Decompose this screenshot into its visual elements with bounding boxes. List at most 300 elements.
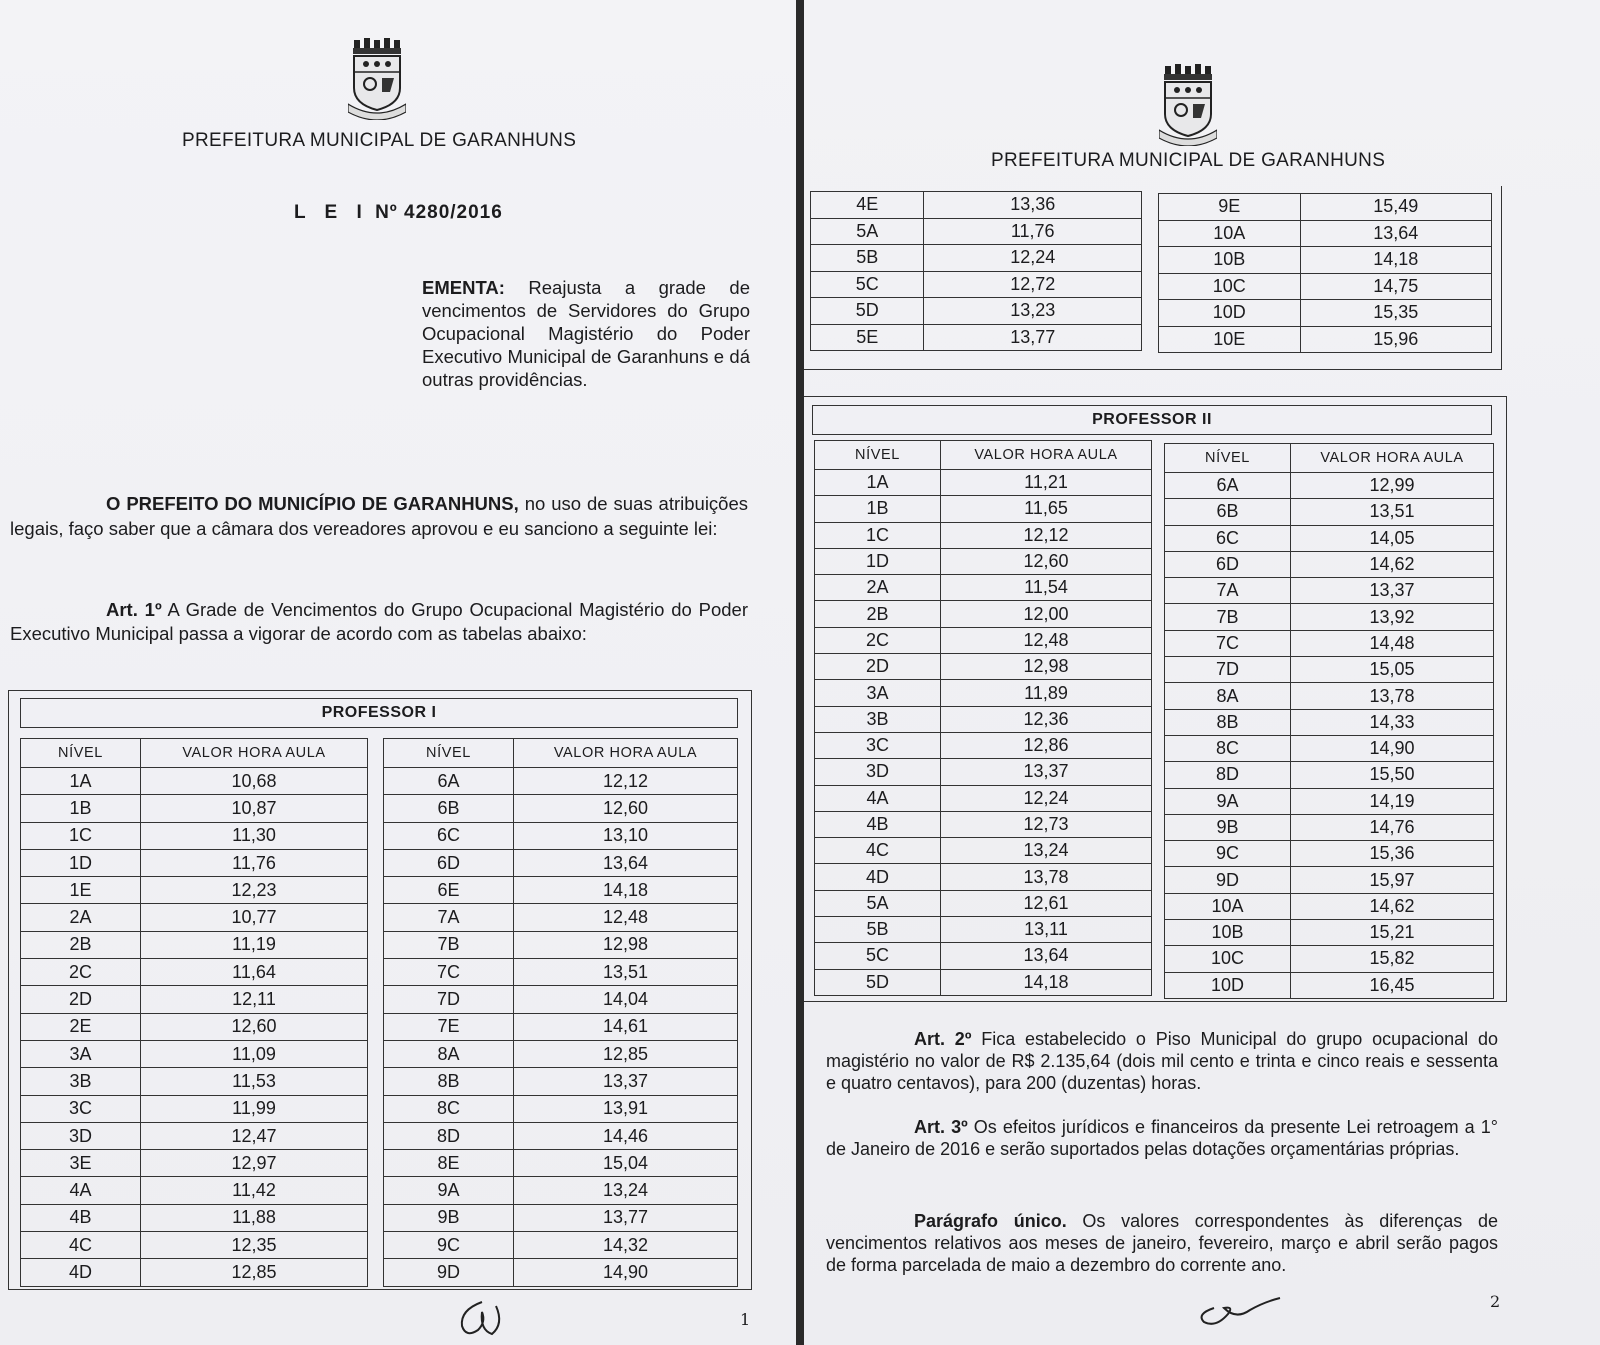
table-row [1165, 788, 1494, 814]
cell-nivel: 5D [811, 298, 924, 325]
table-caption: PROFESSOR I [20, 698, 738, 728]
cell-nivel: 5C [811, 271, 924, 298]
cell-nivel: 9D [384, 1259, 514, 1286]
cell-valor-hora-aula: 15,36 [1291, 841, 1494, 867]
article-2-text: Fica estabelecido o Piso Municipal do grupo ocupacional do magistério no valor de R$ 2.135,64 (dois mil cento e trinta e cinco reais e sessenta e quatro centavos), para 200 (duzentas) horas. [826, 1029, 1498, 1093]
cell-valor-hora-aula: 14,04 [514, 986, 738, 1013]
cell-valor-hora-aula: 14,05 [1291, 525, 1494, 551]
cell-valor-hora-aula: 12,12 [941, 522, 1152, 548]
cell-nivel: 2A [21, 904, 141, 931]
cell-nivel: 5D [815, 969, 941, 995]
cell-nivel: 8B [1165, 709, 1291, 735]
table-row [21, 1177, 368, 1204]
table-row [384, 795, 738, 822]
table-row [1165, 867, 1494, 893]
table-row [21, 1095, 368, 1122]
cell-valor-hora-aula: 13,37 [514, 1068, 738, 1095]
table-row [384, 1259, 738, 1286]
cell-valor-hora-aula: 13,24 [514, 1177, 738, 1204]
ementa-label: EMENTA: [422, 277, 505, 298]
cell-valor-hora-aula: 14,18 [514, 877, 738, 904]
table-row [384, 959, 738, 986]
cell-nivel: 6D [384, 849, 514, 876]
cell-nivel: 4B [815, 811, 941, 837]
table-row [815, 943, 1152, 969]
table-row [21, 849, 368, 876]
cell-valor-hora-aula: 12,98 [941, 654, 1152, 680]
cell-nivel: 5A [811, 218, 924, 245]
table-row [21, 1150, 368, 1177]
table-row [1165, 762, 1494, 788]
cell-nivel: 1E [21, 877, 141, 904]
cell-nivel: 3A [815, 680, 941, 706]
article-3-label: Art. 3º [914, 1117, 968, 1137]
cell-nivel: 6C [384, 822, 514, 849]
table-row [1165, 578, 1494, 604]
cell-valor-hora-aula: 13,51 [1291, 499, 1494, 525]
cell-valor-hora-aula: 12,23 [141, 877, 368, 904]
cell-nivel: 6A [1165, 473, 1291, 499]
cell-valor-hora-aula: 13,36 [924, 192, 1142, 219]
cell-valor-hora-aula: 12,00 [941, 601, 1152, 627]
cell-valor-hora-aula: 14,48 [1291, 630, 1494, 656]
cell-valor-hora-aula: 12,35 [141, 1232, 368, 1259]
table-row [384, 1150, 738, 1177]
table-row [384, 1013, 738, 1040]
coat-of-arms-icon [348, 38, 406, 120]
column-header-valor: VALOR HORA AULA [1291, 444, 1494, 473]
signature-initials-icon [1194, 1296, 1284, 1330]
cell-nivel: 10D [1159, 300, 1301, 327]
cell-nivel: 9B [384, 1204, 514, 1231]
table-row [815, 627, 1152, 653]
cell-nivel: 6C [1165, 525, 1291, 551]
table-row [384, 768, 738, 795]
cell-valor-hora-aula: 14,18 [941, 969, 1152, 995]
cell-valor-hora-aula: 15,35 [1300, 300, 1491, 327]
cell-nivel: 1B [21, 795, 141, 822]
cell-valor-hora-aula: 14,90 [1291, 735, 1494, 761]
cell-nivel: 1A [815, 470, 941, 496]
table-row [1165, 499, 1494, 525]
table-row [815, 890, 1152, 916]
law-number: Nº 4280/2016 [375, 202, 503, 223]
cell-nivel: 2B [815, 601, 941, 627]
table-row [21, 959, 368, 986]
column-header-nivel: NÍVEL [384, 739, 514, 768]
table-row [1165, 551, 1494, 577]
cell-nivel: 9D [1165, 867, 1291, 893]
table-row [21, 1040, 368, 1067]
cell-nivel: 3D [815, 759, 941, 785]
cell-valor-hora-aula: 15,96 [1300, 326, 1491, 353]
cell-nivel: 3A [21, 1040, 141, 1067]
cell-valor-hora-aula: 11,54 [941, 575, 1152, 601]
table-row [1165, 709, 1494, 735]
cell-valor-hora-aula: 14,18 [1300, 247, 1491, 274]
cell-valor-hora-aula: 12,99 [1291, 473, 1494, 499]
table-row [1165, 473, 1494, 499]
cell-valor-hora-aula: 15,82 [1291, 946, 1494, 972]
table-row [1165, 972, 1494, 998]
table-row [1159, 194, 1492, 221]
cell-valor-hora-aula: 12,47 [141, 1122, 368, 1149]
cell-valor-hora-aula: 12,60 [514, 795, 738, 822]
cell-valor-hora-aula: 13,77 [924, 324, 1142, 351]
cell-valor-hora-aula: 14,76 [1291, 814, 1494, 840]
ementa-text: Reajusta a grade de vencimentos de Servidores do Grupo Ocupacional Magistério do Poder Executivo Municipal de Garanhuns e dá outras providências. [422, 277, 751, 390]
cell-valor-hora-aula: 14,61 [514, 1013, 738, 1040]
table-row [811, 218, 1142, 245]
column-header-valor: VALOR HORA AULA [941, 441, 1152, 470]
table-row [384, 849, 738, 876]
cell-valor-hora-aula: 11,64 [141, 959, 368, 986]
cell-valor-hora-aula: 13,37 [941, 759, 1152, 785]
cell-valor-hora-aula: 12,60 [941, 548, 1152, 574]
cell-nivel: 8C [1165, 735, 1291, 761]
table-row [384, 1204, 738, 1231]
cell-valor-hora-aula: 11,09 [141, 1040, 368, 1067]
cell-valor-hora-aula: 13,11 [941, 917, 1152, 943]
cell-valor-hora-aula: 11,99 [141, 1095, 368, 1122]
table-row [384, 1068, 738, 1095]
cell-nivel: 7C [384, 959, 514, 986]
cell-nivel: 3C [21, 1095, 141, 1122]
cell-valor-hora-aula: 15,05 [1291, 657, 1494, 683]
table-row [815, 759, 1152, 785]
table-row [1165, 841, 1494, 867]
cell-nivel: 4C [815, 838, 941, 864]
law-title-prefix: L E I [294, 202, 369, 223]
table-row [21, 1259, 368, 1286]
cell-valor-hora-aula: 16,45 [1291, 972, 1494, 998]
cell-nivel: 5C [815, 943, 941, 969]
cell-nivel: 4E [811, 192, 924, 219]
cell-nivel: 7A [1165, 578, 1291, 604]
table-row [384, 1122, 738, 1149]
cell-valor-hora-aula: 15,04 [514, 1150, 738, 1177]
table-row [815, 917, 1152, 943]
cell-valor-hora-aula: 12,85 [514, 1040, 738, 1067]
cell-nivel: 8D [1165, 762, 1291, 788]
table-row [811, 324, 1142, 351]
cell-nivel: 9C [1165, 841, 1291, 867]
table-row [384, 877, 738, 904]
cell-valor-hora-aula: 14,46 [514, 1122, 738, 1149]
table-row [21, 931, 368, 958]
cell-nivel: 2E [21, 1013, 141, 1040]
cell-nivel: 3B [815, 706, 941, 732]
cell-valor-hora-aula: 11,42 [141, 1177, 368, 1204]
cell-nivel: 9A [384, 1177, 514, 1204]
column-header-valor: VALOR HORA AULA [514, 739, 738, 768]
table-row [1159, 247, 1492, 274]
cell-nivel: 5B [811, 245, 924, 272]
table-row [815, 785, 1152, 811]
cell-nivel: 4D [21, 1259, 141, 1286]
cell-nivel: 5E [811, 324, 924, 351]
table-row [1165, 630, 1494, 656]
salary-table-left [814, 440, 1152, 996]
table-row [21, 1122, 368, 1149]
page-number: 2 [1490, 1292, 1501, 1311]
cell-valor-hora-aula: 14,75 [1300, 273, 1491, 300]
cell-nivel: 2D [21, 986, 141, 1013]
cell-nivel: 2D [815, 654, 941, 680]
table-row [815, 864, 1152, 890]
table-row [384, 1040, 738, 1067]
cell-valor-hora-aula: 11,53 [141, 1068, 368, 1095]
table-row [815, 496, 1152, 522]
table-row [384, 822, 738, 849]
cell-valor-hora-aula: 13,92 [1291, 604, 1494, 630]
cell-nivel: 5B [815, 917, 941, 943]
preamble-text: no uso de suas atribuições legais, faço saber que a câmara dos vereadores aprovou e eu sanciono a seguinte lei: [10, 493, 749, 539]
cell-nivel: 8B [384, 1068, 514, 1095]
cell-valor-hora-aula: 12,48 [514, 904, 738, 931]
page-header-title: PREFEITURA MUNICIPAL DE GARANHUNS [991, 150, 1386, 171]
article-3 [826, 1116, 1498, 1160]
table-row [815, 575, 1152, 601]
table-row [384, 931, 738, 958]
table-row [811, 271, 1142, 298]
paragrafo-unico [826, 1210, 1498, 1276]
ementa [422, 276, 750, 391]
table-row [815, 706, 1152, 732]
cell-valor-hora-aula: 11,65 [941, 496, 1152, 522]
cell-valor-hora-aula: 12,97 [141, 1150, 368, 1177]
cell-nivel: 10B [1159, 247, 1301, 274]
cell-valor-hora-aula: 10,87 [141, 795, 368, 822]
table-row [815, 680, 1152, 706]
table-row [815, 470, 1152, 496]
table-row [384, 986, 738, 1013]
table-row [815, 522, 1152, 548]
table-row [811, 192, 1142, 219]
document-page-1 [0, 0, 796, 1345]
cell-valor-hora-aula: 12,48 [941, 627, 1152, 653]
cell-valor-hora-aula: 11,21 [941, 470, 1152, 496]
cell-valor-hora-aula: 13,51 [514, 959, 738, 986]
cell-valor-hora-aula: 14,33 [1291, 709, 1494, 735]
table-row [1165, 814, 1494, 840]
cell-nivel: 6A [384, 768, 514, 795]
cell-nivel: 8C [384, 1095, 514, 1122]
cell-nivel: 10A [1165, 893, 1291, 919]
paragrafo-unico-label: Parágrafo único. [914, 1211, 1067, 1231]
cell-valor-hora-aula: 12,24 [924, 245, 1142, 272]
table-row [1165, 683, 1494, 709]
cell-nivel: 1D [21, 849, 141, 876]
cell-nivel: 3E [21, 1150, 141, 1177]
table-row [21, 986, 368, 1013]
column-header-nivel: NÍVEL [815, 441, 941, 470]
cell-nivel: 2C [21, 959, 141, 986]
table-row [21, 1232, 368, 1259]
continuation-table-left [810, 191, 1142, 351]
cell-nivel: 1C [815, 522, 941, 548]
table-row [1159, 273, 1492, 300]
cell-nivel: 4A [21, 1177, 141, 1204]
page-header-title: PREFEITURA MUNICIPAL DE GARANHUNS [182, 130, 577, 151]
cell-nivel: 10C [1165, 946, 1291, 972]
cell-nivel: 1B [815, 496, 941, 522]
cell-nivel: 10C [1159, 273, 1301, 300]
cell-valor-hora-aula: 13,78 [1291, 683, 1494, 709]
cell-nivel: 6E [384, 877, 514, 904]
cell-nivel: 8D [384, 1122, 514, 1149]
article-3-text: Os efeitos jurídicos e financeiros da presente Lei retroagem a 1° de Janeiro de 2016 e serão suportados pelas dotações orçamentárias próprias. [826, 1117, 1498, 1159]
table-row [815, 548, 1152, 574]
table-row [815, 732, 1152, 758]
table-row [815, 654, 1152, 680]
table-row [1159, 326, 1492, 353]
article-1-text: A Grade de Vencimentos do Grupo Ocupacional Magistério do Poder Executivo Municipal passa a vigorar de acordo com as tabelas abaixo: [10, 599, 748, 644]
table-row [384, 1177, 738, 1204]
cell-nivel: 9A [1165, 788, 1291, 814]
cell-nivel: 10E [1159, 326, 1301, 353]
table-row [21, 877, 368, 904]
cell-valor-hora-aula: 14,62 [1291, 551, 1494, 577]
cell-nivel: 8A [384, 1040, 514, 1067]
table-row [815, 838, 1152, 864]
table-row [1165, 735, 1494, 761]
cell-nivel: 9B [1165, 814, 1291, 840]
table-row [21, 1013, 368, 1040]
cell-valor-hora-aula: 14,19 [1291, 788, 1494, 814]
cell-nivel: 4D [815, 864, 941, 890]
table-caption: PROFESSOR II [812, 405, 1492, 435]
preamble [10, 491, 748, 541]
cell-valor-hora-aula: 13,91 [514, 1095, 738, 1122]
continuation-table-right [1158, 193, 1492, 353]
table-row [1165, 604, 1494, 630]
cell-valor-hora-aula: 13,78 [941, 864, 1152, 890]
cell-valor-hora-aula: 13,77 [514, 1204, 738, 1231]
signature-initials-icon [452, 1296, 512, 1340]
cell-valor-hora-aula: 11,30 [141, 822, 368, 849]
cell-valor-hora-aula: 12,60 [141, 1013, 368, 1040]
cell-nivel: 9C [384, 1232, 514, 1259]
table-row [1159, 300, 1492, 327]
cell-nivel: 5A [815, 890, 941, 916]
cell-valor-hora-aula: 13,37 [1291, 578, 1494, 604]
table-row [21, 904, 368, 931]
cell-nivel: 4B [21, 1204, 141, 1231]
cell-valor-hora-aula: 13,64 [1300, 220, 1491, 247]
table-row [384, 1095, 738, 1122]
cell-nivel: 9E [1159, 194, 1301, 221]
cell-nivel: 1D [815, 548, 941, 574]
cell-nivel: 10A [1159, 220, 1301, 247]
paragrafo-unico-text: Os valores correspondentes às diferenças de vencimentos relativos aos meses de janeiro, fevereiro, março e abril serão pagos de forma parcelada de maio a dezembro do corrente ano. [826, 1211, 1498, 1275]
cell-nivel: 7B [384, 931, 514, 958]
cell-nivel: 7C [1165, 630, 1291, 656]
cell-nivel: 7D [1165, 657, 1291, 683]
column-header-nivel: NÍVEL [1165, 444, 1291, 473]
cell-valor-hora-aula: 12,85 [141, 1259, 368, 1286]
salary-table-left [20, 738, 368, 1287]
cell-valor-hora-aula: 12,86 [941, 732, 1152, 758]
cell-nivel: 3B [21, 1068, 141, 1095]
cell-valor-hora-aula: 12,36 [941, 706, 1152, 732]
cell-valor-hora-aula: 14,32 [514, 1232, 738, 1259]
cell-valor-hora-aula: 10,77 [141, 904, 368, 931]
cell-nivel: 7B [1165, 604, 1291, 630]
cell-nivel: 2C [815, 627, 941, 653]
cell-valor-hora-aula: 11,88 [141, 1204, 368, 1231]
cell-valor-hora-aula: 12,72 [924, 271, 1142, 298]
table-row [21, 768, 368, 795]
preamble-bold: O PREFEITO DO MUNICÍPIO DE GARANHUNS, [106, 493, 519, 514]
article-2 [826, 1028, 1498, 1094]
coat-of-arms-icon [1159, 64, 1217, 146]
cell-valor-hora-aula: 10,68 [141, 768, 368, 795]
cell-valor-hora-aula: 12,98 [514, 931, 738, 958]
document-page-2 [804, 0, 1600, 1345]
cell-nivel: 1C [21, 822, 141, 849]
table-row [1165, 657, 1494, 683]
cell-nivel: 7A [384, 904, 514, 931]
cell-nivel: 3C [815, 732, 941, 758]
cell-nivel: 2B [21, 931, 141, 958]
cell-valor-hora-aula: 12,11 [141, 986, 368, 1013]
cell-nivel: 8E [384, 1150, 514, 1177]
cell-nivel: 10B [1165, 920, 1291, 946]
table-row [21, 1204, 368, 1231]
cell-valor-hora-aula: 11,76 [141, 849, 368, 876]
cell-valor-hora-aula: 15,21 [1291, 920, 1494, 946]
table-row [815, 601, 1152, 627]
cell-valor-hora-aula: 13,24 [941, 838, 1152, 864]
cell-valor-hora-aula: 12,61 [941, 890, 1152, 916]
cell-nivel: 1A [21, 768, 141, 795]
cell-valor-hora-aula: 11,89 [941, 680, 1152, 706]
column-header-valor: VALOR HORA AULA [141, 739, 368, 768]
cell-nivel: 6D [1165, 551, 1291, 577]
table-row [1165, 893, 1494, 919]
cell-valor-hora-aula: 13,64 [514, 849, 738, 876]
article-1-label: Art. 1º [106, 599, 162, 620]
table-row [1165, 946, 1494, 972]
cell-nivel: 4A [815, 785, 941, 811]
cell-valor-hora-aula: 15,49 [1300, 194, 1491, 221]
cell-valor-hora-aula: 12,24 [941, 785, 1152, 811]
law-title [294, 202, 503, 224]
table-row [21, 1068, 368, 1095]
table-row [811, 298, 1142, 325]
cell-nivel: 8A [1165, 683, 1291, 709]
cell-valor-hora-aula: 11,19 [141, 931, 368, 958]
salary-table-right [383, 738, 738, 1287]
page-number: 1 [740, 1310, 751, 1329]
cell-valor-hora-aula: 12,12 [514, 768, 738, 795]
cell-nivel: 3D [21, 1122, 141, 1149]
table-row [815, 969, 1152, 995]
table-row [1165, 920, 1494, 946]
cell-valor-hora-aula: 13,64 [941, 943, 1152, 969]
cell-nivel: 2A [815, 575, 941, 601]
article-1 [10, 598, 748, 646]
cell-valor-hora-aula: 15,50 [1291, 762, 1494, 788]
cell-valor-hora-aula: 13,23 [924, 298, 1142, 325]
cell-valor-hora-aula: 12,73 [941, 811, 1152, 837]
table-row [1159, 220, 1492, 247]
table-row [21, 795, 368, 822]
cell-nivel: 6B [384, 795, 514, 822]
table-row [1165, 525, 1494, 551]
cell-nivel: 7E [384, 1013, 514, 1040]
